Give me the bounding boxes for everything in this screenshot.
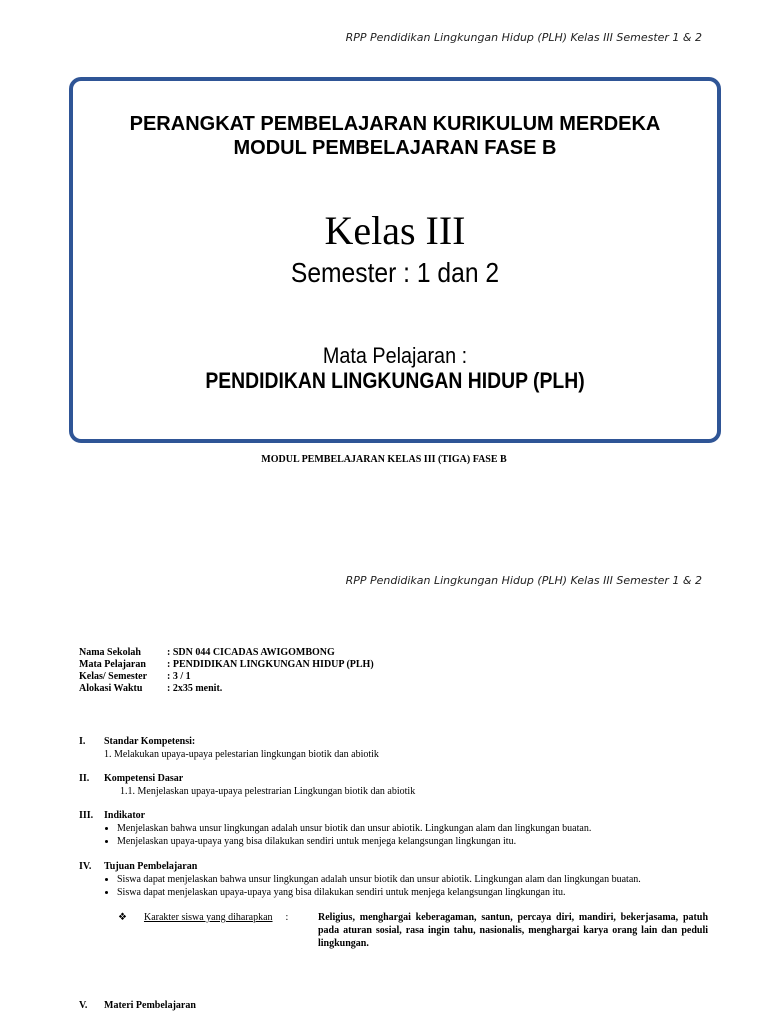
diamond-bullet-icon: ❖ bbox=[118, 912, 127, 923]
section-text: 1. Melakukan upaya-upaya pelestarian lingkungan biotik dan abiotik bbox=[104, 749, 379, 760]
section-materi: V. Materi Pembelajaran bbox=[79, 1000, 196, 1011]
page-header: RPP Pendidikan Lingkungan Hidup (PLH) Kelas III Semester 1 & 2 bbox=[345, 31, 702, 44]
section-text: 1.1. Menjelaskan upaya-upaya pelestrarian Lingkungan biotik dan abiotik bbox=[120, 786, 416, 797]
module-line: MODUL PEMBELAJARAN KELAS III (TIGA) FASE B bbox=[261, 454, 507, 465]
cover-subtitle: MODUL PEMBELAJARAN FASE B bbox=[233, 137, 557, 159]
list-item: • Siswa dapat menjelaskan upaya-upaya yang bisa dilakukan sendiri untuk menjega kelangsungan lingkungan itu. bbox=[117, 886, 641, 899]
info-block bbox=[79, 647, 374, 695]
cover-title: PERANGKAT PEMBELAJARAN KURIKULUM MERDEKA bbox=[129, 113, 661, 135]
section-standar-kompetensi: I. Standar Kompetensi: 1. Melakukan upaya-upaya pelestarian lingkungan biotik dan abiotik bbox=[79, 736, 379, 760]
section-kompetensi-dasar: II. Kompetensi Dasar 1.1. Menjelaskan upaya-upaya pelestrarian Lingkungan biotik dan abiotik bbox=[79, 773, 416, 797]
cover-mapel-value: PENDIDIKAN LINGKUNGAN HIDUP (PLH) bbox=[205, 368, 585, 393]
karakter-label: Karakter siswa yang diharapkan bbox=[143, 912, 273, 923]
cover-semester: Semester : 1 dan 2 bbox=[290, 257, 500, 288]
section-tujuan: IV. Tujuan Pembelajaran • Siswa dapat menjelaskan bahwa unsur lingkungan adalah unsur biotik dan unsur abiotik. Lingkungan alam dan lingkungan buatan. • Siswa dapat menjelaskan upaya-upaya yang bisa dilakukan sendiri untuk menjega kelangsungan lingkungan itu. bbox=[79, 860, 641, 899]
cover-mapel-label: Mata Pelajaran : bbox=[322, 343, 468, 368]
cover-kelas: Kelas III bbox=[324, 208, 466, 253]
section-indikator: III. Indikator • Menjelaskan bahwa unsur lingkungan adalah unsur biotik dan unsur abiotik. Lingkungan alam dan lingkungan buatan. • Menjelaskan upaya-upaya yang bisa dilakukan sendiri untuk menjega kelangsungan lingkungan itu. bbox=[79, 809, 591, 848]
info-row: Nama Sekolah : SDN 044 CICADAS AWIGOMBONG bbox=[79, 647, 335, 658]
page-header-2: RPP Pendidikan Lingkungan Hidup (PLH) Kelas III Semester 1 & 2 bbox=[345, 574, 702, 587]
karakter-colon: : bbox=[285, 912, 289, 923]
cover-box bbox=[69, 77, 721, 443]
info-row: Alokasi Waktu : 2x35 menit. bbox=[79, 683, 223, 694]
list-item: • Menjelaskan bahwa unsur lingkungan adalah unsur biotik dan unsur abiotik. Lingkungan alam dan lingkungan buatan. bbox=[117, 822, 591, 835]
info-row: Kelas/ Semester : 3 / 1 bbox=[79, 671, 191, 682]
info-row: Mata Pelajaran : PENDIDIKAN LINGKUNGAN HIDUP (PLH) bbox=[79, 659, 374, 670]
karakter-value: Religius, menghargai keberagaman, santun, percaya diri, mandiri, bekerjasama, patuh pada aturan sosial, rasa ingin tahu, nasionalis, menghargai karya orang lain dan peduli lingkungan. bbox=[318, 912, 708, 949]
list-item: • Siswa dapat menjelaskan bahwa unsur lingkungan adalah unsur biotik dan unsur abiotik. Lingkungan alam dan lingkungan buatan. bbox=[117, 873, 641, 886]
list-item: • Menjelaskan upaya-upaya yang bisa dilakukan sendiri untuk menjega kelangsungan lingkungan itu. bbox=[117, 835, 591, 848]
